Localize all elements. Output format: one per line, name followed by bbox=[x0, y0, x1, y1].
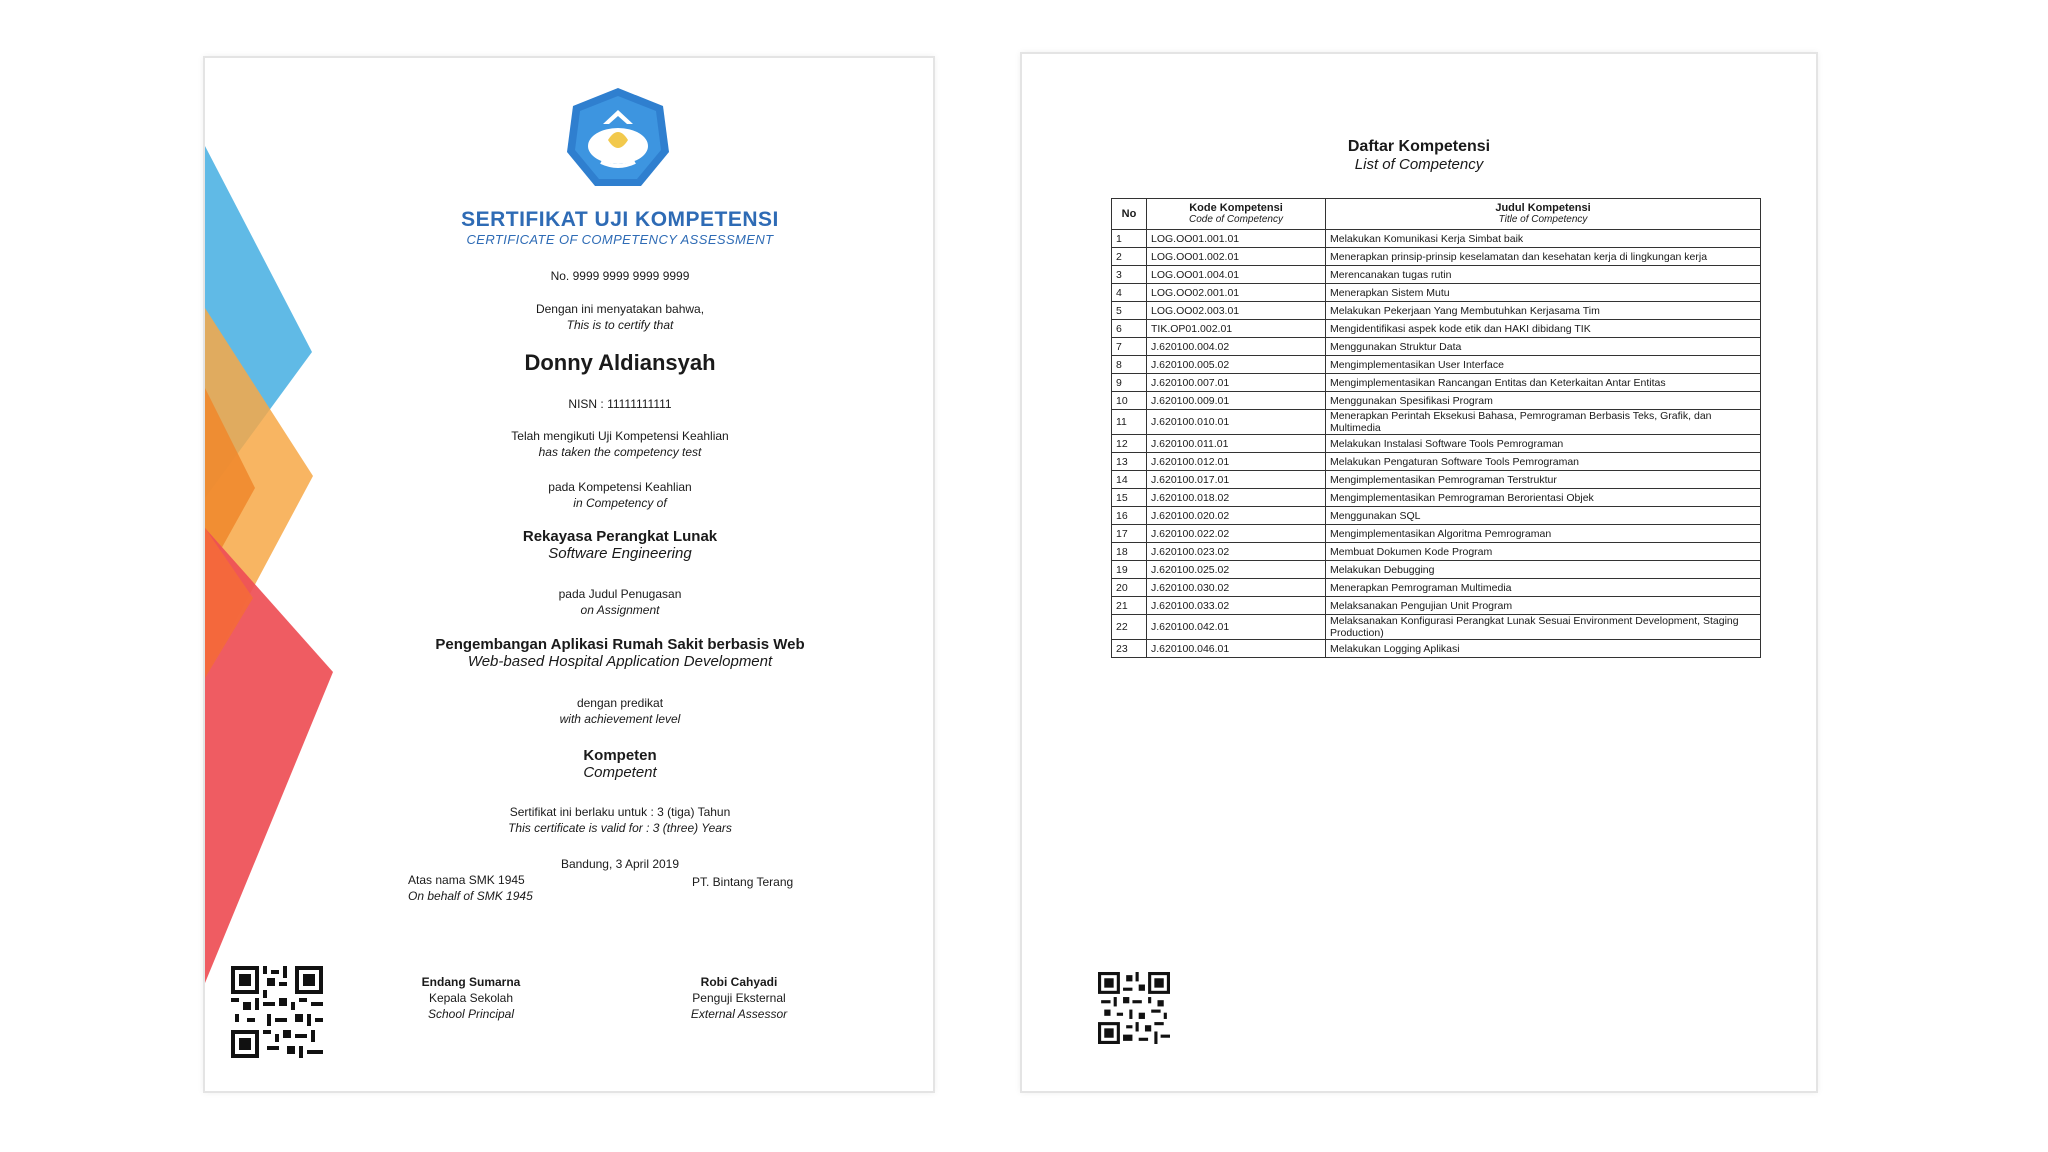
table-row bbox=[1112, 392, 1761, 410]
row-code: LOG.OO02.003.01 bbox=[1147, 302, 1326, 320]
tut-wuri-handayani-logo bbox=[563, 84, 673, 194]
row-code: J.620100.020.02 bbox=[1147, 507, 1326, 525]
signer2-role-en: External Assessor bbox=[690, 1007, 788, 1021]
table-row bbox=[1112, 435, 1761, 453]
validity-text-en: This certificate is valid for : 3 (three) Years bbox=[508, 821, 732, 835]
row-title: Merencanakan tugas rutin bbox=[1326, 266, 1761, 284]
row-code: J.620100.023.02 bbox=[1147, 543, 1326, 561]
row-title: Menggunakan Spesifikasi Program bbox=[1326, 392, 1761, 410]
row-title: Melaksanakan Konfigurasi Perangkat Lunak Sesuai Environment Development, Staging Production) bbox=[1326, 615, 1761, 640]
taken-text: Telah mengikuti Uji Kompetensi Keahlian bbox=[511, 429, 729, 443]
table-row bbox=[1112, 284, 1761, 302]
competency-list-title: Daftar Kompetensi bbox=[1347, 138, 1491, 155]
table-header-row bbox=[1112, 199, 1761, 230]
header-code-label-en: Code of Competency bbox=[1189, 214, 1283, 225]
holder-name: Donny Aldiansyah bbox=[524, 350, 716, 375]
table-row bbox=[1112, 302, 1761, 320]
row-no: 23 bbox=[1112, 640, 1147, 658]
competency-list-page bbox=[1020, 52, 1818, 1093]
competency-table bbox=[1111, 198, 1761, 658]
table-row bbox=[1112, 489, 1761, 507]
row-no: 13 bbox=[1112, 453, 1147, 471]
place-date: Bandung, 3 April 2019 bbox=[560, 857, 680, 871]
table-row bbox=[1112, 507, 1761, 525]
table-row bbox=[1112, 597, 1761, 615]
assignment-label: pada Judul Penugasan bbox=[558, 587, 682, 601]
row-no: 11 bbox=[1112, 410, 1147, 435]
signer2-name: Robi Cahyadi bbox=[700, 975, 778, 989]
row-code: J.620100.010.01 bbox=[1147, 410, 1326, 435]
table-row bbox=[1112, 338, 1761, 356]
competency-list-title-en: List of Competency bbox=[1354, 156, 1484, 173]
row-code: J.620100.005.02 bbox=[1147, 356, 1326, 374]
row-no: 14 bbox=[1112, 471, 1147, 489]
row-no: 3 bbox=[1112, 266, 1147, 284]
row-no: 1 bbox=[1112, 230, 1147, 248]
predicate-label: dengan predikat bbox=[576, 696, 664, 710]
certificate-title: SERTIFIKAT UJI KOMPETENSI bbox=[461, 208, 779, 231]
row-title: Menerapkan Pemrograman Multimedia bbox=[1326, 579, 1761, 597]
row-title: Mengimplementasikan Pemrograman Berorientasi Objek bbox=[1326, 489, 1761, 507]
row-title: Melakukan Pengaturan Software Tools Pemrograman bbox=[1326, 453, 1761, 471]
row-code: LOG.OO01.004.01 bbox=[1147, 266, 1326, 284]
signer2-role: Penguji Eksternal bbox=[692, 991, 786, 1005]
row-no: 7 bbox=[1112, 338, 1147, 356]
row-code: J.620100.012.01 bbox=[1147, 453, 1326, 471]
table-row bbox=[1112, 356, 1761, 374]
table-row bbox=[1112, 525, 1761, 543]
table-row bbox=[1112, 561, 1761, 579]
signer1-role: Kepala Sekolah bbox=[428, 991, 514, 1005]
nisn-text: NISN : 11111111111 bbox=[568, 397, 672, 411]
assignment-title: Pengembangan Aplikasi Rumah Sakit berbasis Web bbox=[435, 636, 805, 653]
competency-name: Rekayasa Perangkat Lunak bbox=[522, 528, 718, 545]
row-code: LOG.OO01.002.01 bbox=[1147, 248, 1326, 266]
behalf-text-en: On behalf of SMK 1945 bbox=[408, 889, 533, 903]
row-code: J.620100.018.02 bbox=[1147, 489, 1326, 507]
row-code: J.620100.030.02 bbox=[1147, 579, 1326, 597]
table-row bbox=[1112, 248, 1761, 266]
header-title-label-en: Title of Competency bbox=[1498, 214, 1588, 225]
assignment-title-en: Web-based Hospital Application Development bbox=[467, 653, 773, 670]
row-code: J.620100.042.01 bbox=[1147, 615, 1326, 640]
row-code: J.620100.004.02 bbox=[1147, 338, 1326, 356]
qr-code-certificate bbox=[231, 966, 323, 1063]
table-row bbox=[1112, 230, 1761, 248]
row-code: TIK.OP01.002.01 bbox=[1147, 320, 1326, 338]
row-no: 6 bbox=[1112, 320, 1147, 338]
taken-text-en: has taken the competency test bbox=[538, 445, 702, 459]
table-row bbox=[1112, 320, 1761, 338]
in-competency-text: pada Kompetensi Keahlian bbox=[548, 480, 692, 494]
certificate-number: No. 9999 9999 9999 9999 bbox=[550, 269, 690, 283]
row-no: 2 bbox=[1112, 248, 1147, 266]
row-no: 9 bbox=[1112, 374, 1147, 392]
certificate-page bbox=[203, 56, 935, 1093]
row-no: 22 bbox=[1112, 615, 1147, 640]
row-title: Menerapkan prinsip-prinsip keselamatan dan kesehatan kerja di lingkungan kerja bbox=[1326, 248, 1761, 266]
table-row bbox=[1112, 453, 1761, 471]
decorative-triangles bbox=[205, 58, 345, 1091]
row-code: J.620100.011.01 bbox=[1147, 435, 1326, 453]
row-code: J.620100.017.01 bbox=[1147, 471, 1326, 489]
assignment-label-en: on Assignment bbox=[580, 603, 660, 617]
competency-name-en: Software Engineering bbox=[548, 545, 692, 562]
row-title: Mengimplementasikan Pemrograman Terstruktur bbox=[1326, 471, 1761, 489]
row-code: LOG.OO02.001.01 bbox=[1147, 284, 1326, 302]
row-code: J.620100.046.01 bbox=[1147, 640, 1326, 658]
header-title-label: Judul Kompetensi bbox=[1495, 202, 1591, 214]
table-row bbox=[1112, 579, 1761, 597]
row-title: Mengimplementasikan Rancangan Entitas dan Keterkaitan Antar Entitas bbox=[1326, 374, 1761, 392]
row-no: 18 bbox=[1112, 543, 1147, 561]
header-no: No bbox=[1112, 199, 1147, 230]
achievement-level: Kompeten bbox=[583, 747, 657, 764]
qr-code-list bbox=[1098, 972, 1170, 1049]
row-no: 17 bbox=[1112, 525, 1147, 543]
signer1-role-en: School Principal bbox=[427, 1007, 515, 1021]
table-row bbox=[1112, 640, 1761, 658]
row-no: 12 bbox=[1112, 435, 1147, 453]
row-code: J.620100.033.02 bbox=[1147, 597, 1326, 615]
row-no: 15 bbox=[1112, 489, 1147, 507]
row-code: LOG.OO01.001.01 bbox=[1147, 230, 1326, 248]
intro-text: Dengan ini menyatakan bahwa, bbox=[535, 302, 705, 316]
table-row bbox=[1112, 266, 1761, 284]
row-title: Menggunakan Struktur Data bbox=[1326, 338, 1761, 356]
row-title: Melaksanakan Pengujian Unit Program bbox=[1326, 597, 1761, 615]
row-no: 16 bbox=[1112, 507, 1147, 525]
row-title: Membuat Dokumen Kode Program bbox=[1326, 543, 1761, 561]
row-no: 4 bbox=[1112, 284, 1147, 302]
row-title: Menerapkan Perintah Eksekusi Bahasa, Pemrograman Berbasis Teks, Grafik, dan Multimedia bbox=[1326, 410, 1761, 435]
row-title: Melakukan Pekerjaan Yang Membutuhkan Kerjasama Tim bbox=[1326, 302, 1761, 320]
row-title: Melakukan Debugging bbox=[1326, 561, 1761, 579]
table-row bbox=[1112, 374, 1761, 392]
row-title: Melakukan Logging Aplikasi bbox=[1326, 640, 1761, 658]
row-code: J.620100.007.01 bbox=[1147, 374, 1326, 392]
row-no: 19 bbox=[1112, 561, 1147, 579]
row-no: 8 bbox=[1112, 356, 1147, 374]
row-no: 21 bbox=[1112, 597, 1147, 615]
table-row bbox=[1112, 471, 1761, 489]
row-no: 20 bbox=[1112, 579, 1147, 597]
company-name: PT. Bintang Terang bbox=[692, 875, 794, 889]
row-title: Melakukan Komunikasi Kerja Simbat baik bbox=[1326, 230, 1761, 248]
table-row bbox=[1112, 410, 1761, 435]
achievement-level-en: Competent bbox=[583, 764, 657, 781]
row-title: Mengimplementasikan User Interface bbox=[1326, 356, 1761, 374]
predicate-label-en: with achievement level bbox=[559, 712, 681, 726]
certificate-title-en: CERTIFICATE OF COMPETENCY ASSESSMENT bbox=[466, 232, 774, 247]
intro-text-en: This is to certify that bbox=[566, 318, 674, 332]
header-title bbox=[1326, 199, 1761, 230]
signer1-name: Endang Sumarna bbox=[421, 975, 521, 989]
row-code: J.620100.009.01 bbox=[1147, 392, 1326, 410]
table-row bbox=[1112, 543, 1761, 561]
row-title: Mengidentifikasi aspek kode etik dan HAKI dibidang TIK bbox=[1326, 320, 1761, 338]
row-no: 5 bbox=[1112, 302, 1147, 320]
row-code: J.620100.025.02 bbox=[1147, 561, 1326, 579]
in-competency-text-en: in Competency of bbox=[573, 496, 667, 510]
behalf-text: Atas nama SMK 1945 bbox=[408, 873, 525, 887]
row-code: J.620100.022.02 bbox=[1147, 525, 1326, 543]
header-code bbox=[1147, 199, 1326, 230]
header-code-label: Kode Kompetensi bbox=[1189, 202, 1283, 214]
row-title: Menerapkan Sistem Mutu bbox=[1326, 284, 1761, 302]
validity-text: Sertifikat ini berlaku untuk : 3 (tiga) Tahun bbox=[509, 805, 731, 819]
row-title: Menggunakan SQL bbox=[1326, 507, 1761, 525]
row-no: 10 bbox=[1112, 392, 1147, 410]
table-row bbox=[1112, 615, 1761, 640]
row-title: Mengimplementasikan Algoritma Pemrograman bbox=[1326, 525, 1761, 543]
row-title: Melakukan Instalasi Software Tools Pemrograman bbox=[1326, 435, 1761, 453]
